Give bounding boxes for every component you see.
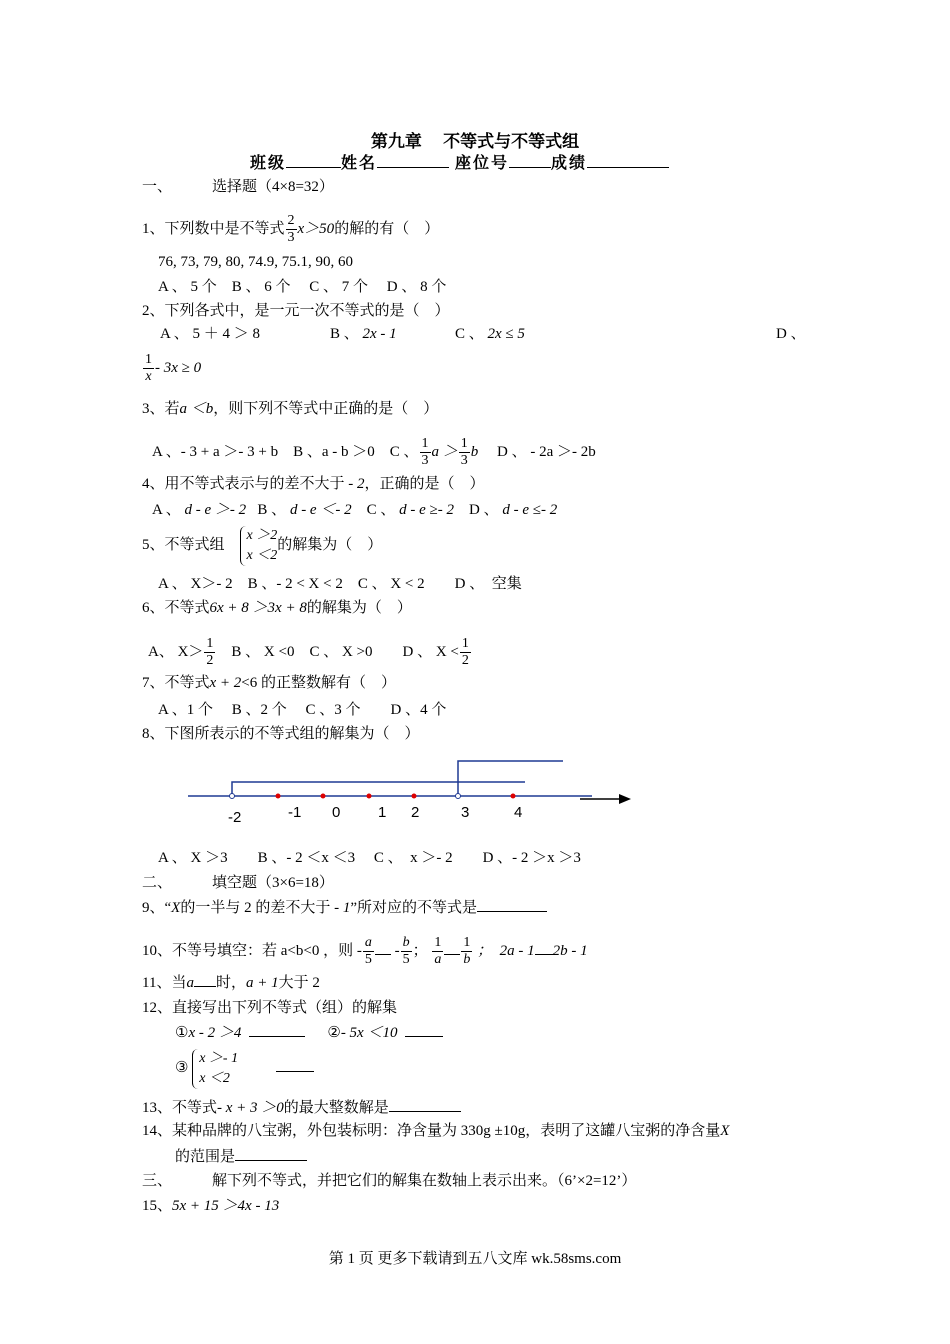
inequality-system: x ＞2 x ＜2 <box>240 526 278 566</box>
open-point-neg2 <box>230 794 235 799</box>
question-6: 6、不等式6x + 8 ＞3x + 8的解集为（ ） <box>142 600 412 616</box>
tick-point-4 <box>511 794 516 799</box>
tick-point-2 <box>412 794 417 799</box>
question-14: 14、某种品牌的八宝粥，外包装标明：净含量为 330g ±10g，表明了这罐八宝粥的净含量X <box>142 1123 730 1139</box>
question-12-part-1-2: ①x - 2 ＞4 ②- 5x ＜10 <box>175 1022 443 1043</box>
question-7: 7、不等式x + 2<6 的正整数解有（ ） <box>142 675 397 691</box>
question-7-options: A 、1 个 B 、2 个 C 、3 个 D 、4 个 <box>158 702 447 718</box>
question-5-options: A 、 X＞- 2 B 、- 2 < X < 2 C 、 X < 2 D 、 空集 <box>158 576 522 592</box>
question-3-options: A 、- 3 + a ＞- 3 + b B 、a - b ＞0 C 、 $\frac{1}{3}$ a ＞ $\frac{1}{3}$ b D 、 - 2a ＞- 2b <box>152 436 596 468</box>
question-12: 12、直接写出下列不等式（组）的解集 <box>142 1000 398 1016</box>
question-11: 11、当a 时，a + 1大于 2 <box>142 972 320 993</box>
question-4-options: A 、 d - e ＞- 2 B 、 d - e ＜- 2 C 、 d - e ≥- 2 D 、 d - e ≤- 2 <box>152 502 558 518</box>
open-point-3 <box>456 794 461 799</box>
question-8-options: A 、 X ＞3 B 、- 2 ＜x ＜3 C 、 x ＞- 2 D 、- 2 ＞x ＞3 <box>158 850 581 866</box>
tick-point-1 <box>367 794 372 799</box>
number-line-arrowhead <box>619 794 631 804</box>
question-2-option-d: $\frac{1}{x}$ - 3x ≥ 0 <box>145 352 202 384</box>
question-1-options: A 、 5 个 B 、 6 个 C 、 7 个 D 、 8 个 <box>158 279 447 295</box>
label-neg2: -2 <box>228 809 242 826</box>
label-1: 1 <box>378 804 387 821</box>
question-5: 5、不等式组 x ＞2 x ＜2 的解集为（ ） <box>142 524 382 566</box>
question-9: 9、“X的一半与 2 的差不大于 - 1”所对应的不等式是 <box>142 897 547 918</box>
question-2-option-d-label: D 、 <box>776 326 806 342</box>
inequality-system-3: x ＞- 1 x ＜2 <box>192 1049 238 1089</box>
question-2: 2、下列各式中，是一元一次不等式的是（ ） <box>142 303 450 319</box>
label-neg1: -1 <box>288 804 302 821</box>
question-2-option-a: A 、 5 ＋ 4 ＞ 8 <box>160 326 261 342</box>
question-10: 10、不等号填空：若 a<b<0 ，则 - $\frac{a}{5}$ - $\frac{b}{5}$ ； $\frac{1}{a}$ $\frac{1}{b}$ ； 2a - 1 2b - 1 <box>142 935 588 967</box>
question-14-line-2: 的范围是 <box>175 1146 307 1167</box>
question-1-values: 76, 73, 79, 80, 74.9, 75.1, 90, 60 <box>158 254 353 270</box>
section-3-heading: 三、 解下列不等式，并把它们的解集在数轴上表示出来。（6’×2=12’） <box>142 1173 637 1189</box>
question-8: 8、下图所表示的不等式组的解集为（ ） <box>142 726 420 742</box>
question-6-options: A、 X＞ $\frac{1}{2}$ B 、 X <0 C 、 X >0 D 、 X < $\frac{1}{2}$ <box>148 636 469 668</box>
question-1: 1、下列数中是不等式 $\frac{2}{3}$ x＞50的解的有（ ） <box>142 213 440 245</box>
page-title: 第九章 不等式与不等式组 <box>370 132 580 151</box>
left-bound-ray <box>232 782 525 796</box>
label-0: 0 <box>332 804 341 821</box>
section-2-heading: 二、 填空题（3×6=18） <box>142 875 334 891</box>
right-bound-ray <box>458 761 563 796</box>
tick-point-neg1 <box>276 794 281 799</box>
page-footer: 第 1 页 更多下载请到五八文库 wk.58sms.com <box>328 1251 622 1267</box>
question-4: 4、用不等式表示与的差不大于 - 2，正确的是（ ） <box>142 476 485 492</box>
question-3: 3、若a ＜b，则下列不等式中正确的是（ ） <box>142 401 439 417</box>
question-12-part-3: ③ x ＞- 1 x ＜2 <box>175 1046 314 1090</box>
label-3: 3 <box>461 804 470 821</box>
label-2: 2 <box>411 804 420 821</box>
question-13: 13、不等式- x + 3 ＞0的最大整数解是 <box>142 1097 461 1118</box>
number-line-figure <box>180 755 640 830</box>
question-15: 15、5x + 15 ＞4x - 13 <box>142 1198 280 1214</box>
section-1-heading: 一、 选择题（4×8=32） <box>142 179 334 195</box>
label-4: 4 <box>514 804 523 821</box>
question-2-option-b: B 、 2x - 1 <box>330 326 397 342</box>
header-fields: 班级 姓名 座位号 成绩 <box>250 153 669 174</box>
question-2-option-c: C 、 2x ≤ 5 <box>455 326 525 342</box>
tick-point-0 <box>321 794 326 799</box>
